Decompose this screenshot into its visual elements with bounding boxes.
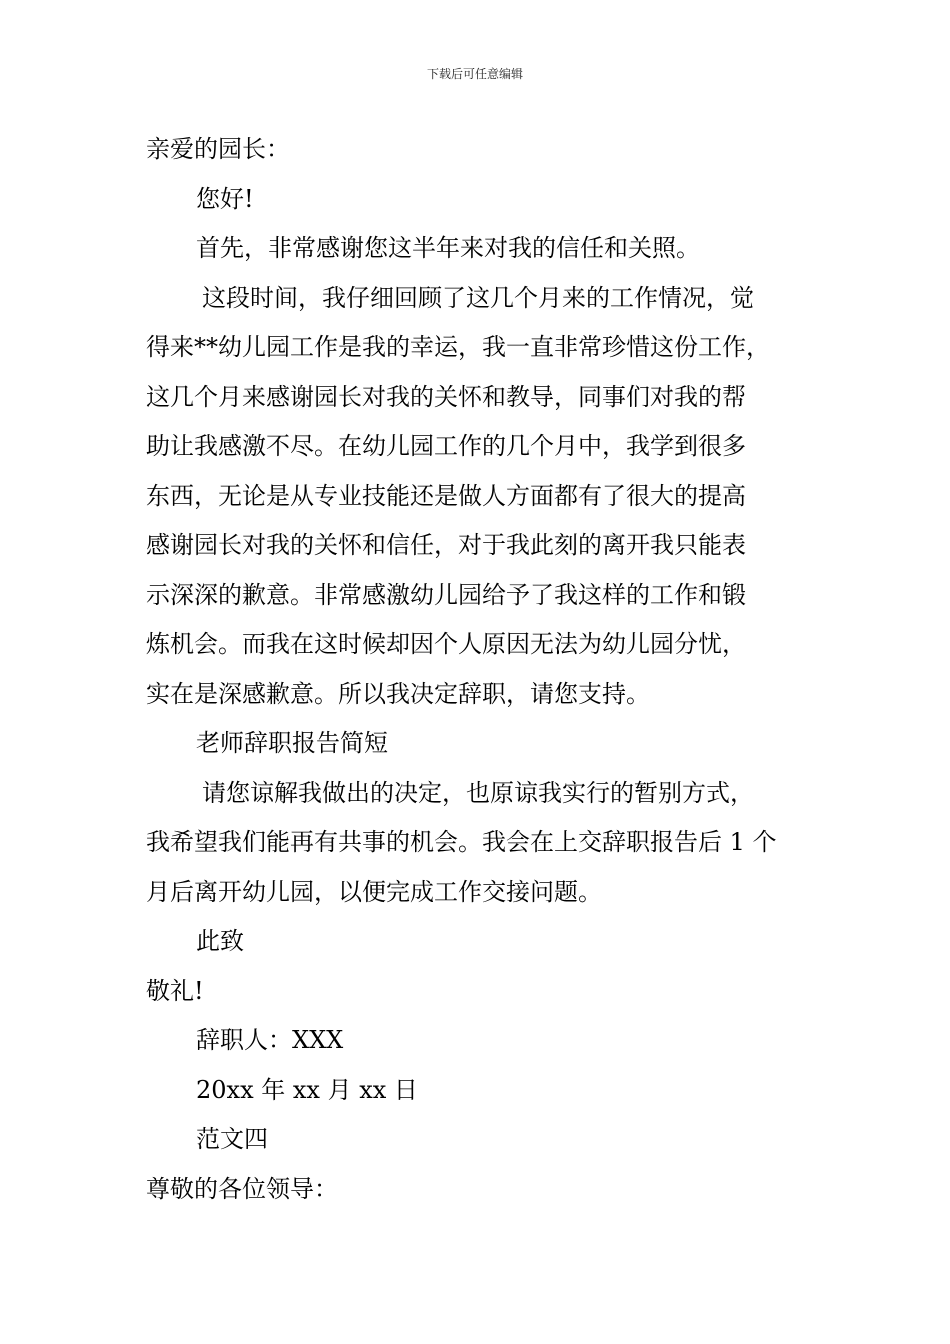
signature-date: 20xx 年 xx 月 xx 日 (196, 1075, 418, 1104)
paragraph-line: 我希望我们能再有共事的机会。我会在上交辞职报告后 1 个 (146, 828, 777, 856)
paragraph-line: 月后离开幼儿园，以便完成工作交接问题。 (146, 877, 602, 906)
paragraph-line: 实在是深感歉意。所以我决定辞职，请您支持。 (146, 679, 650, 708)
paragraph-line: 这几个月来感谢园长对我的关怀和教导，同事们对我的帮 (146, 382, 746, 411)
paragraph-line: 示深深的歉意。非常感激幼儿园给予了我这样的工作和锻 (146, 580, 746, 609)
paragraph-line: 得来**幼儿园工作是我的幸运，我一直非常珍惜这份工作， (146, 333, 770, 361)
letter-body (146, 125, 836, 1214)
greeting: 您好! (196, 184, 254, 213)
paragraph-line: 炼机会。而我在这时候却因个人原因无法为幼儿园分忧， (146, 630, 746, 658)
closing: 此致 (196, 927, 244, 955)
salutation: 亲爱的园长： (146, 135, 290, 163)
paragraph-line: 东西，无论是从专业技能还是做人方面都有了很大的提高 (146, 481, 746, 510)
paragraph-line: 请您谅解我做出的决定，也原谅我实行的暂别方式， (202, 778, 754, 807)
closing-salute: 敬礼! (146, 976, 204, 1005)
paragraph-line: 这段时间，我仔细回顾了这几个月来的工作情况，觉 (202, 283, 754, 312)
page-header-note: 下载后可任意编辑 (426, 67, 523, 81)
next-salutation: 尊敬的各位领导： (146, 1174, 338, 1203)
paragraph-line: 助让我感激不尽。在幼儿园工作的几个月中，我学到很多 (146, 432, 746, 460)
paragraph-thanks: 首先，非常感谢您这半年来对我的信任和关照。 (196, 234, 700, 262)
paragraph-line: 感谢园长对我的关怀和信任，对于我此刻的离开我只能表 (146, 531, 746, 559)
section-heading: 老师辞职报告简短 (196, 729, 388, 757)
signature-name: 辞职人：XXX (196, 1026, 344, 1054)
sample-heading: 范文四 (196, 1125, 268, 1153)
